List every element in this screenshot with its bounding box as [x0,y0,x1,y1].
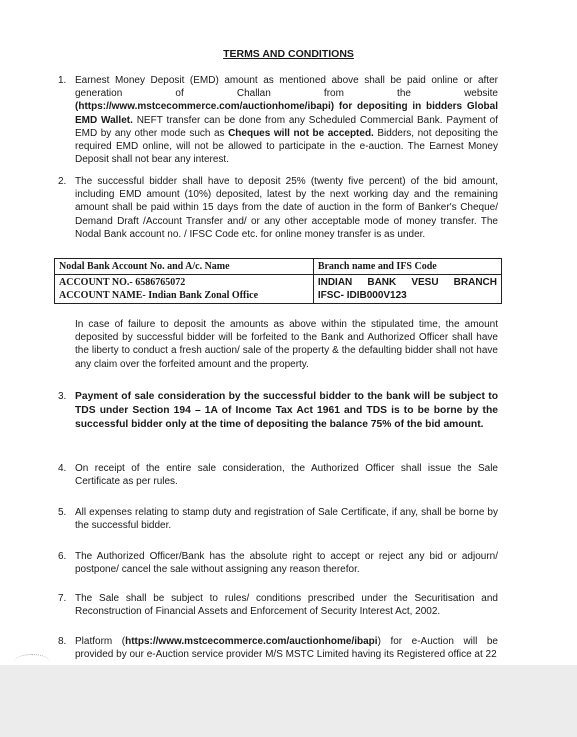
table-row [55,275,502,304]
term-number: 4. [58,463,67,474]
term-item-5 [58,506,498,532]
stamp-mark [14,654,50,665]
term-text-part: Bidders, not depositing the required EMD online, will not be allowed to participate in the e-auction. The Earnest Money Deposit shall not bear any interest. [75,127,499,166]
term-text [75,74,498,166]
table-header-row [55,259,502,275]
platform-link[interactable]: https://www.mstcecommerce.com/auctionhome/ibapi [125,636,378,647]
term-number: 8. [58,636,67,647]
cheque-warning: Cheques will not be accepted. [228,127,374,139]
term-text: The Authorized Officer/Bank has the absolute right to accept or reject any bid or adjourn/ postpone/ cancel the sale without assigning any reason therefor. [75,551,498,576]
term-item-1 [58,74,498,166]
term-text: The successful bidder shall have to deposit 25% (twenty five percent) of the bid amount, including EMD amount (10%) deposited, latest by the next working day and the remaining amount shall be paid within 15 days from the date of auction in the form of Banker's Cheque/ Demand Draft /Account Transfer and/ or any other acceptable mode of money transfer. The Nodal Bank account no. / IFSC Code etc. for online money transfer is as under. [75,176,498,240]
branch-details-cell [313,275,501,304]
term-item-4 [58,462,498,488]
term-number: 6. [58,551,67,562]
account-details-cell [55,275,314,304]
nodal-bank-table [54,258,502,304]
forfeiture-paragraph: In case of failure to deposit the amounts as above within the stipulated time, the amount deposited by successful bidder will be forfeited to the Bank and Authorized Officer shall have the liberty to conduct a fresh auction/ sale of the property & the defaulting bidder shall not have any claim over the forfeited amount and the property. [75,319,498,370]
term-text: Payment of sale consideration by the successful bidder to the bank will be subject to TDS under Section 194 – 1A of Income Tax Act 1961 and TDS is to be borne by the successful bidder only at the time of depositing the balance 75% of the bid amount. [75,391,498,430]
ifsc-code: IFSC- IDIB000V123 [317,290,407,301]
header-branch: Branch name and IFS Code [313,259,501,275]
term-text-part: NEFT transfer can be done from any Scheduled Commercial Bank. Payment of EMD by any other mode such as [75,114,499,139]
account-name: ACCOUNT NAME- Indian Bank Zonal Office [59,290,259,301]
header-account: Nodal Bank Account No. and A/c. Name [55,259,314,275]
term-text [75,635,498,661]
term-number: 3. [58,391,67,402]
term-number: 5. [58,507,67,518]
term-item-6 [58,550,498,576]
term-text: On receipt of the entire sale consideration, the Authorized Officer shall issue the Sale Certificate as per rules. [75,463,498,488]
term-text: All expenses relating to stamp duty and registration of Sale Certificate, if any, shall be borne by the successful bidder. [75,507,498,532]
term-item-7 [58,592,498,618]
term-text: The Sale shall be subject to rules/ conditions prescribed under the Securitisation and Reconstruction of Financial Assets and Enforcement of Security Interest Act, 2002. [75,593,498,618]
account-number: ACCOUNT NO.- 6586765072 [59,277,186,288]
term-text-part: Platform ( [75,636,126,647]
emd-link-text[interactable]: (https://www.mstcecommerce.com/auctionhome/ibapi) for depositing in bidders Global EMD Wallet. [75,101,498,126]
branch-name: INDIAN BANK VESU BRANCH [317,277,497,288]
term-text-part: Earnest Money Deposit (EMD) amount as mentioned above shall be paid online or after generation of Challan from the website [75,75,498,100]
page-title: TERMS AND CONDITIONS [223,48,354,60]
term-text-part: ) for e-Auction will be provided by our e-Auction service provider M/S MSTC Limited having its Registered office at 22 [75,636,498,661]
term-number: 7. [58,593,67,604]
term-item-2 [58,175,498,241]
term-number: 2. [58,176,67,187]
term-item-8 [58,635,498,661]
term-number: 1. [58,75,67,86]
term-item-3 [58,390,498,432]
